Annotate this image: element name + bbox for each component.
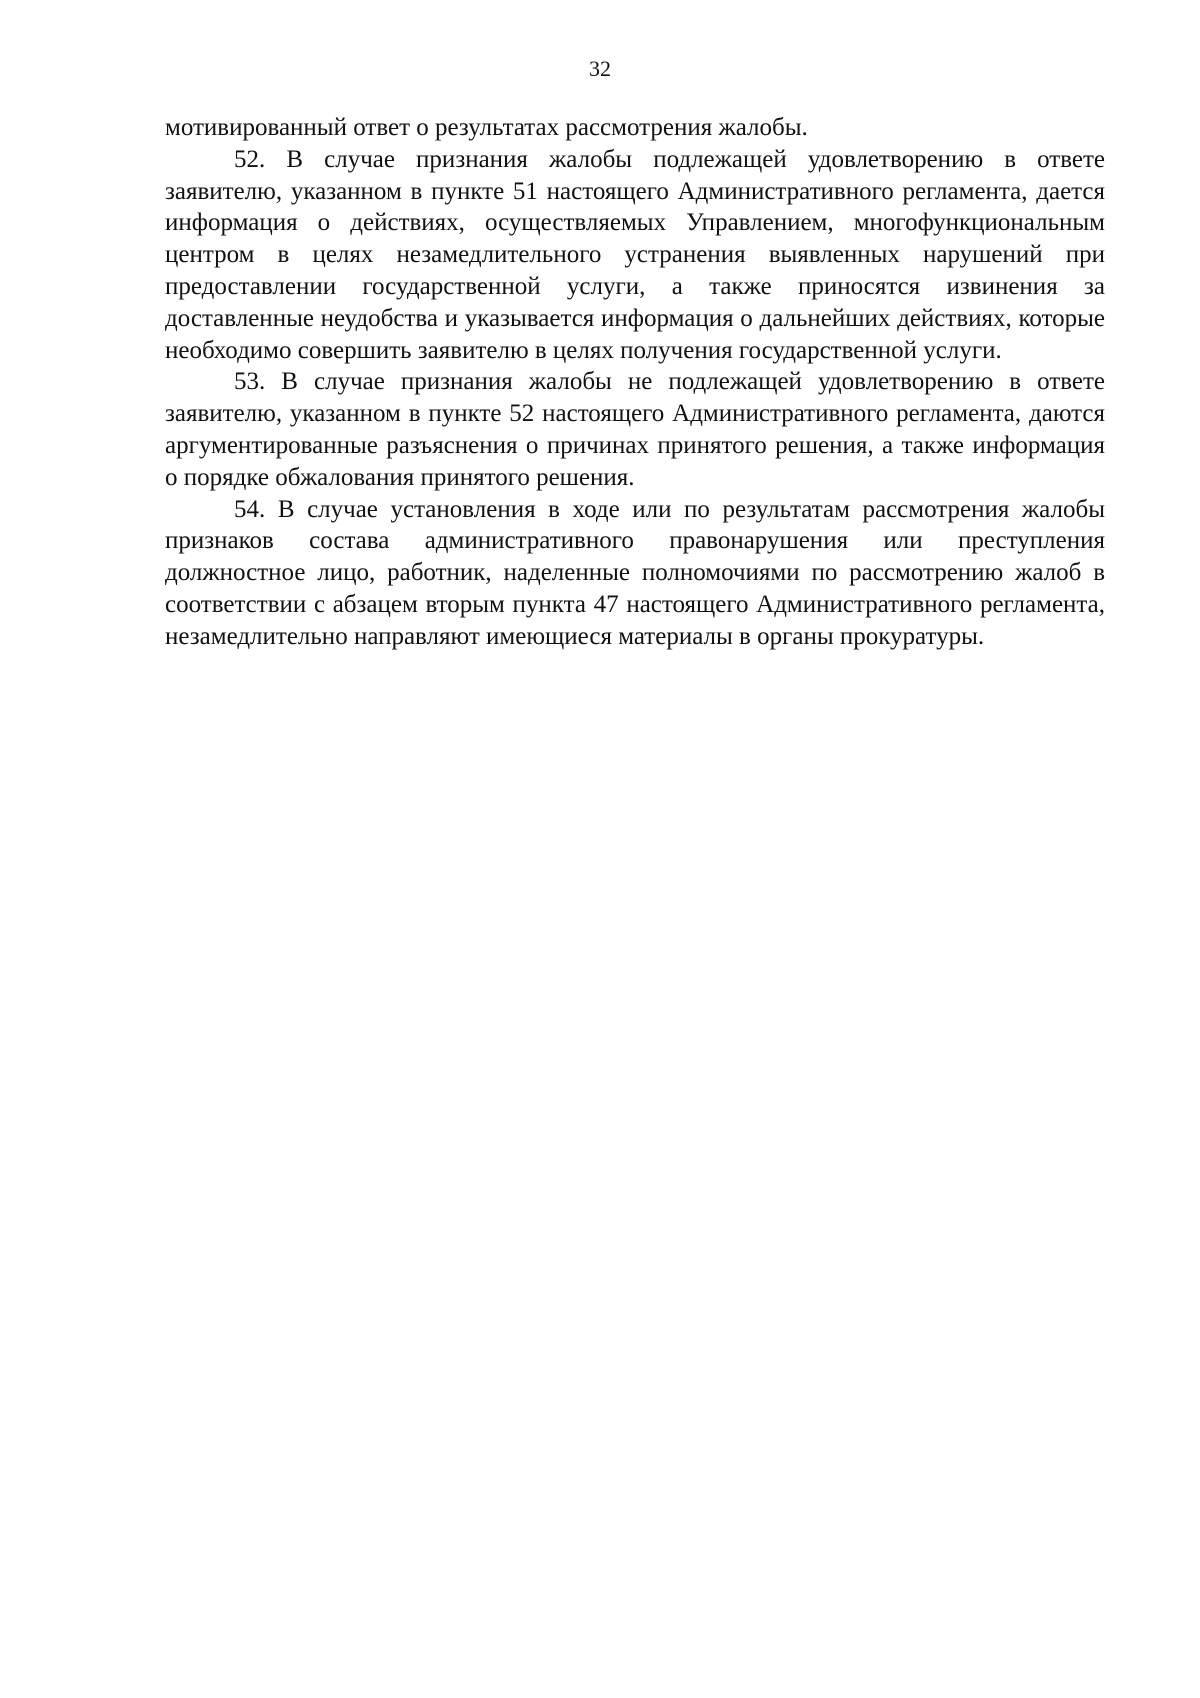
paragraph-continuation: мотивированный ответ о результатах рассмотрения жалобы. bbox=[165, 114, 808, 141]
paragraph-52: 52. В случае признания жалобы подлежащей удовлетворению в ответе заявителю, указанном в пункте 51 настоящего Административного регламента, дается информация о действиях, осуществляемых Управлением, многофункциональным центром в целях незамедлительного устранения выявленных нарушений при предоставлении государственной услуги, а также приносятся извинения за доставленные неудобства и указывается информация о дальнейших действиях, которые необходимо совершить заявителю в целях получения государственной услуги. bbox=[165, 145, 1105, 364]
paragraph-54: 54. В случае установления в ходе или по результатам рассмотрения жалобы признаков состава административного правонарушения или преступления должностное лицо, работник, наделенные полномочиями по рассмотрению жалоб в соответствии с абзацем вторым пункта 47 настоящего Административного регламента, незамедлительно направляют имеющиеся материалы в органы прокуратуры. bbox=[165, 495, 1105, 650]
page-number: 32 bbox=[589, 56, 611, 81]
document-body bbox=[165, 112, 1105, 653]
paragraph-53: 53. В случае признания жалобы не подлежащей удовлетворению в ответе заявителю, указанном в пункте 52 настоящего Административного регламента, даются аргументированные разъяснения о причинах принятого решения, а также информация о порядке обжалования принятого решения. bbox=[165, 368, 1105, 491]
